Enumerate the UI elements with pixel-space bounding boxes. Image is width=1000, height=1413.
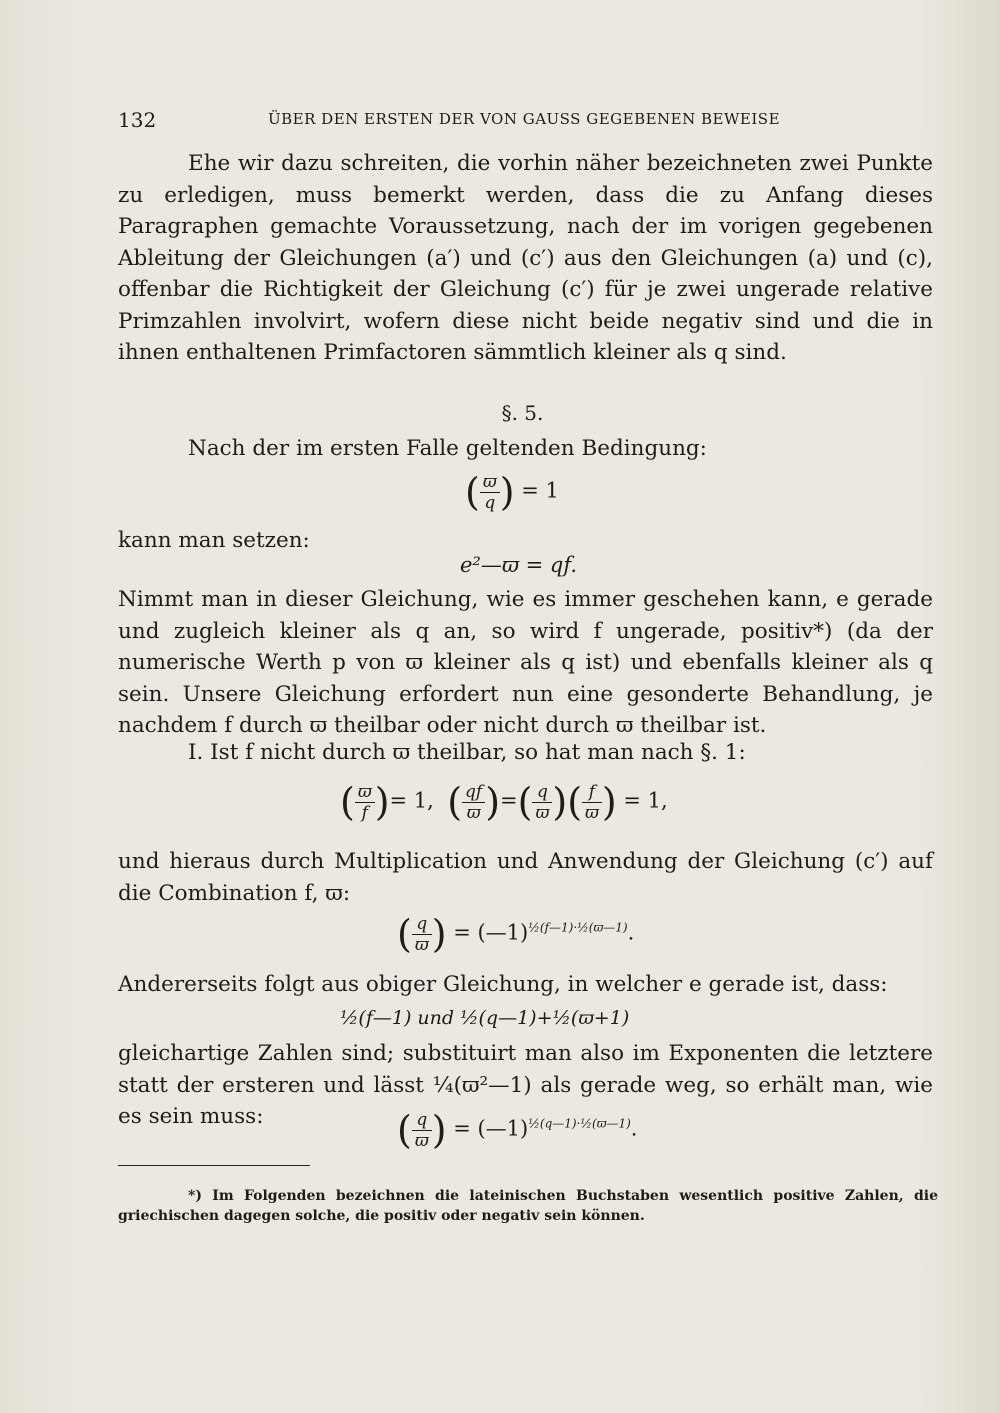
eq3-a-rhs: = 1, xyxy=(389,788,434,813)
footnote-divider xyxy=(118,1165,310,1166)
eq3-c-num: q xyxy=(532,782,552,803)
eq1-numerator: ϖ xyxy=(480,472,500,493)
eq6-den: ϖ xyxy=(414,1130,429,1151)
eq3-c-den: ϖ xyxy=(535,802,550,823)
paragraph-5-text: Andererseits folgt aus obiger Gleichung, in welcher e gerade ist, dass: xyxy=(118,972,888,997)
eq6-num: q xyxy=(412,1110,432,1131)
eq1-denominator: q xyxy=(484,492,496,513)
eq4-exponent: ½(f—1)·½(ϖ—1) xyxy=(528,920,628,935)
paragraph-4 xyxy=(118,846,933,909)
paragraph-3 xyxy=(118,584,933,742)
equation-5: ½(f—1) und ½(q—1)+½(ϖ+1) xyxy=(340,1007,630,1029)
section-title: §. 5. xyxy=(501,401,544,425)
eq6-exponent: ½(q—1)·½(ϖ—1) xyxy=(528,1116,631,1131)
paragraph-1 xyxy=(118,148,933,369)
equation-2: e²—ϖ = qf. xyxy=(460,553,578,577)
equation-3: ( $\frac{ϖ}{f}$ )= 1, ( $\frac{qf}{ϖ}$ )=( $\frac{q}{ϖ}$ )( $\frac{f}{ϖ}$ ) = 1, xyxy=(340,780,668,824)
eq6-rhs: = (—1) xyxy=(453,1116,529,1141)
eq3-b-den: ϖ xyxy=(466,802,481,823)
footnote: *) Im Folgenden bezeichnen die lateinischen Buchstaben wesentlich positive Zahlen, die griechischen dagegen solche, die positiv oder negativ sein können. xyxy=(118,1188,938,1224)
equation-4: ( $\frac{q}{ϖ}$ ) = (—1)$^{\frac{1}{2}(f—1)\cdot\frac{1}{2}(ϖ—1)}$. xyxy=(397,912,635,956)
eq4-num: q xyxy=(412,914,432,935)
paragraph-6-text: gleichartige Zahlen sind; substituirt man also im Exponenten die letztere statt der ersteren und lässt ¼(ϖ²—1) als gerade weg, so erhält man, wie es sein muss: xyxy=(118,1041,933,1129)
eq4-rhs: = (—1) xyxy=(453,920,529,945)
label-setzen: kann man setzen: xyxy=(118,528,310,553)
eq3-d-num: f xyxy=(582,782,602,803)
paragraph-3-text: Nimmt man in dieser Gleichung, wie es immer geschehen kann, e gerade und zugleich kleiner als q an, so wird f ungerade, positiv*) (da der numerische Werth p von ϖ kleiner als q ist) und ebenfalls kleiner als q sein. Unsere Gleichung erfordert nun eine gesonderte Behandlung, je nachdem f durch ϖ theilbar oder nicht durch ϖ theilbar ist. xyxy=(118,587,933,738)
eq3-a-num: ϖ xyxy=(355,782,375,803)
paragraph-2: Nach der im ersten Falle geltenden Bedingung: xyxy=(188,436,707,461)
equation-6: ( $\frac{q}{ϖ}$ ) = (—1)$^{\frac{1}{2}(q—1)\cdot\frac{1}{2}(ϖ—1)}$. xyxy=(397,1108,638,1152)
eq1-rhs: = 1 xyxy=(521,478,559,503)
eq4-den: ϖ xyxy=(414,934,429,955)
eq3-a-den: f xyxy=(361,802,368,823)
paragraph-4-text: und hieraus durch Multiplication und Anwendung der Gleichung (c′) auf die Combination f, ϖ: xyxy=(118,849,933,906)
paragraph-1-text: Ehe wir dazu schreiten, die vorhin näher bezeichneten zwei Punkte zu erledigen, muss bemerkt werden, dass die zu Anfang dieses Paragraphen gemachte Voraussetzung, nach der im vorigen gegebenen Ableitung der Gleichungen (a′) und (c′) aus den Gleichungen (a) und (c), offenbar die Richtigkeit der Gleichung (c′) für je zwei ungerade relative Primzahlen involvirt, wofern diese nicht beide negativ sind und die in ihnen enthaltenen Primfactoren sämmtlich kleiner als q sind. xyxy=(118,151,933,365)
case-1: I. Ist f nicht durch ϖ theilbar, so hat man nach §. 1: xyxy=(188,740,746,765)
eq3-d-rhs: = 1, xyxy=(623,788,668,813)
paragraph-5 xyxy=(118,969,933,1001)
eq3-d-den: ϖ xyxy=(585,802,599,823)
equation-1: ( $\frac{ϖ}{q}$ ) = 1 xyxy=(465,470,559,514)
page-number: 132 xyxy=(118,108,157,132)
eq3-b-num: qf xyxy=(462,782,485,803)
running-title: ÜBER DEN ERSTEN DER VON GAUSS GEGEBENEN BEWEISE xyxy=(268,110,781,128)
